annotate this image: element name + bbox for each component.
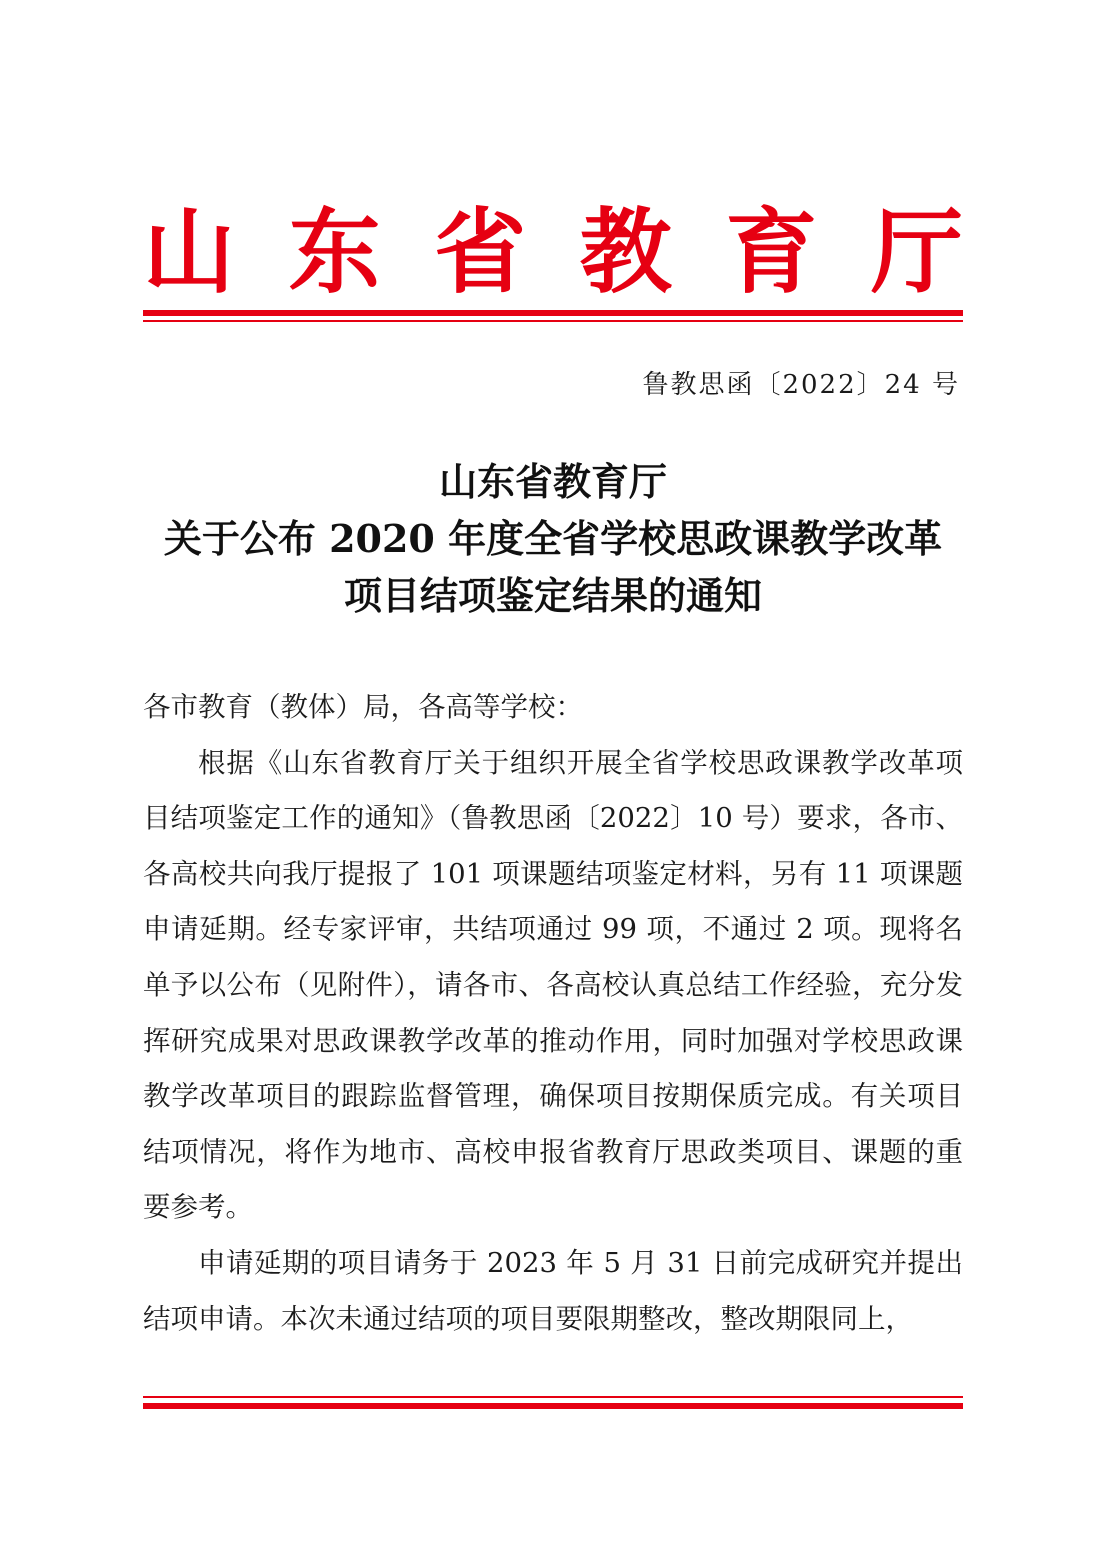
document-body — [143, 680, 963, 1347]
letterhead-char: 东 — [288, 198, 381, 306]
letterhead-title — [143, 196, 963, 308]
footer-divider-thick — [143, 1403, 963, 1409]
header-divider-thick — [143, 310, 963, 316]
footer-divider-thin — [143, 1396, 963, 1398]
document-number: 鲁教思函〔2022〕24 号 — [642, 370, 960, 400]
notice-title — [120, 453, 986, 624]
notice-title-line: 山东省教育厅 — [438, 459, 667, 504]
body-paragraph: 申请延期的项目请务于 2023 年 5 月 31 日前完成研究并提出结项申请。本次未通过结项的项目要限期整改，整改期限同上， — [143, 1246, 963, 1335]
body-paragraph: 根据《山东省教育厅关于组织开展全省学校思政课教学改革项目结项鉴定工作的通知》（鲁教思函〔2022〕10 号）要求，各市、各高校共向我厅提报了 101 项课题结项鉴定材料，另有 11 项课题申请延期。经专家评审，共结项通过 99 项，不通过 2 项。现将名单予以公布（见附件），请各市、各高校认真总结工作经验，充分发挥研究成果对思政课教学改革的推动作用，同时加强对学校思政课教学改革项目的跟踪监督管理，确保项目按期保质完成。有关项目结项情况，将作为地市、高校申报省教育厅思政类项目、课题的重要参考。 — [143, 746, 963, 1224]
letterhead-char: 育 — [725, 198, 818, 306]
notice-title-line: 项目结项鉴定结果的通知 — [343, 573, 762, 618]
letterhead-char: 教 — [579, 198, 672, 306]
header-divider-thin — [143, 320, 963, 322]
letterhead-char: 山 — [143, 198, 236, 306]
salutation: 各市教育（教体）局，各高等学校： — [143, 691, 583, 723]
notice-title-line: 关于公布 2020 年度全省学校思政课教学改革 — [163, 516, 943, 561]
letterhead-char: 厅 — [870, 198, 963, 306]
letterhead-char: 省 — [434, 198, 527, 306]
